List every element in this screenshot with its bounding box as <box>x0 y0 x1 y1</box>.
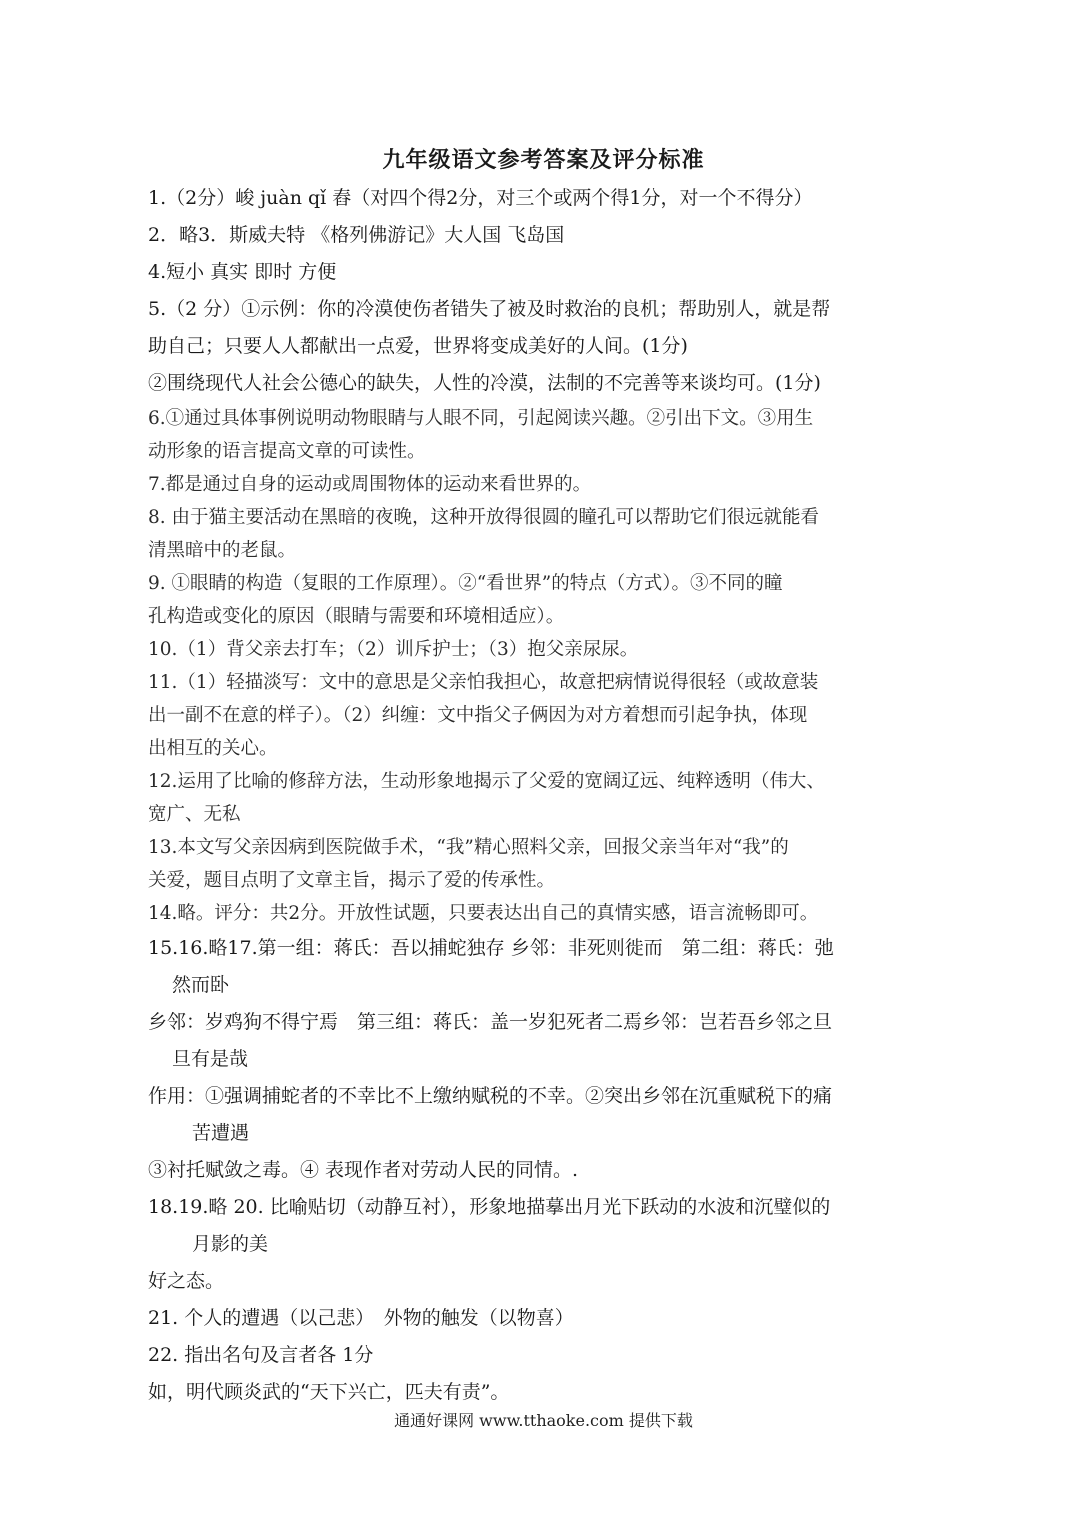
answer-line: 1.（2分）峻 juàn qǐ 舂（对四个得2分，对三个或两个得1分，对一个不得分） <box>148 187 813 209</box>
answer-line: 7.都是通过自身的运动或周围物体的运动来看世界的。 <box>148 474 592 495</box>
answer-line: 出相互的关心。 <box>148 738 278 759</box>
answer-line: 宽广、无私 <box>148 804 241 825</box>
answer-line: 4.短小 真实 即时 方便 <box>148 261 337 283</box>
answer-line: 旦有是哉 <box>172 1048 249 1070</box>
answer-line: 12.运用了比喻的修辞方法，生动形象地揭示了父爱的宽阔辽远、纯粹透明（伟大、 <box>148 771 825 792</box>
answer-line: 18.19.略 20. 比喻贴切（动静互衬），形象地描摹出月光下跃动的水波和沉璧似的 <box>148 1196 831 1218</box>
answer-line: 8. 由于猫主要活动在黑暗的夜晚，这种开放得很圆的瞳孔可以帮助它们很远就能看 <box>148 507 820 528</box>
answer-line: 14.略。评分：共2分。开放性试题，只要表达出自己的真情实感，语言流畅即可。 <box>148 903 819 924</box>
answer-line: 15.16.略17.第一组：蒋氏：吾以捕蛇独存 乡邻：非死则徙而 第二组：蒋氏：弛 <box>148 937 834 959</box>
answer-line: 出一副不在意的样子）。（2）纠缠：文中指父子俩因为对方着想而引起争执，体现 <box>148 705 808 726</box>
answer-line: 然而卧 <box>172 974 230 996</box>
answer-line: 苦遭遇 <box>192 1122 250 1144</box>
answer-line: 9. ①眼睛的构造（复眼的工作原理）。②“看世界”的特点（方式）。③不同的瞳 <box>148 573 783 594</box>
answer-line: 好之态。 <box>148 1270 225 1292</box>
answer-list <box>148 180 948 1411</box>
document-title: 九年级语文参考答案及评分标准 <box>382 147 705 173</box>
answer-line: 21. 个人的遭遇（以己悲） 外物的触发（以物喜） <box>148 1307 574 1329</box>
answer-line: 关爱，题目点明了文章主旨，揭示了爱的传承性。 <box>148 870 556 891</box>
answer-line: 清黑暗中的老鼠。 <box>148 540 297 561</box>
answer-line: 孔构造或变化的原因（眼睛与需要和环境相适应）。 <box>148 606 565 627</box>
answer-line: 如，明代顾炎武的“天下兴亡，匹夫有责”。 <box>148 1381 510 1403</box>
answer-line: 13.本文写父亲因病到医院做手术，“我”精心照料父亲，回报父亲当年对“我”的 <box>148 837 789 858</box>
answer-line: 11.（1）轻描淡写：文中的意思是父亲怕我担心，故意把病情说得很轻（或故意装 <box>148 672 819 693</box>
answer-line: 22. 指出名句及言者各 1分 <box>148 1344 374 1366</box>
answer-line: 月影的美 <box>192 1233 269 1255</box>
answer-line: ②围绕现代人社会公德心的缺失，人性的冷漠，法制的不完善等来谈均可。(1分) <box>148 372 821 394</box>
answer-line: ③衬托赋敛之毒。④ 表现作者对劳动人民的同情。. <box>148 1159 579 1181</box>
answer-line: 作用：①强调捕蛇者的不幸比不上缴纳赋税的不幸。②突出乡邻在沉重赋税下的痛 <box>148 1085 833 1107</box>
answer-line: 2．略3．斯威夫特 《格列佛游记》大人国 飞岛国 <box>148 224 565 246</box>
answer-line: 5.（2 分）①示例：你的冷漠使伤者错失了被及时救治的良机；帮助别人，就是帮 <box>148 298 831 320</box>
answer-line: 动形象的语言提高文章的可读性。 <box>148 441 426 462</box>
answer-line: 10.（1）背父亲去打车；（2）训斥护士；（3）抱父亲尿尿。 <box>148 639 639 660</box>
answer-line: 6.①通过具体事例说明动物眼睛与人眼不同，引起阅读兴趣。②引出下文。③用生 <box>148 408 814 429</box>
answer-line: 助自己；只要人人都献出一点爱，世界将变成美好的人间。(1分) <box>148 335 688 357</box>
answer-line: 乡邻：岁鸡狗不得宁焉 第三组：蒋氏：盖一岁犯死者二焉乡邻：岂若吾乡邻之旦 <box>148 1011 833 1033</box>
page-footer: 通通好课网 www.tthaoke.com 提供下载 <box>394 1411 693 1430</box>
